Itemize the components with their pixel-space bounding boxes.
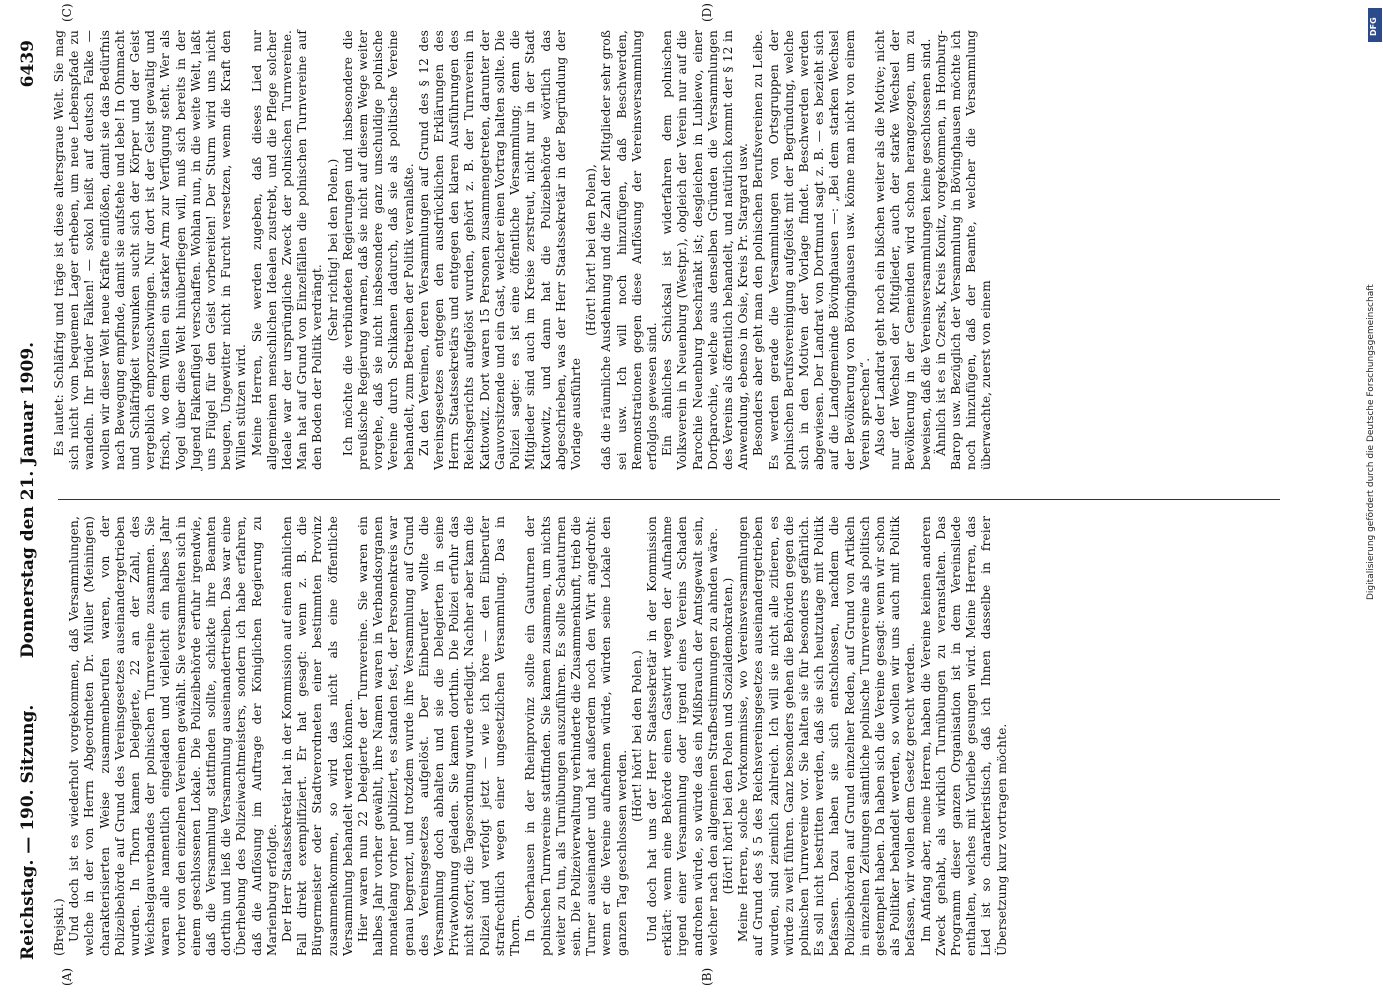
margin-marker-a: (A) — [60, 967, 74, 986]
paragraph: Meine Herren, solche Vorkommnisse, wo Vereinsversammlungen auf Grund des § 5 des Reichsvereinsgesetzes auseinandergetrieben wurden, sind ziemlich zahlreich. Ich will sie nicht alle zitieren, es würde zu weit führen. Ganz besonders gehen die Behörden gegen die polnischen Turnvereine vor. Sie halten sie für besonders gefährlich. Es soll nicht bestritten werden, daß sie sich heutzutage mit Politik befassen. Dazu haben sie sich entschlossen, nachdem die Polizeibehörden auf Grund einzelner Reden, auf Grund von Artikeln in einzelnen Zeitungen sämtliche polnische Turnvereine als politisch gestempelt haben. Da haben sich die Vereine gesagt: wenn wir schon als Politiker behandelt werden, so wollen wir uns auch mit Politik befassen, wir wollen dem Gesetz gerecht werden. — [736, 516, 918, 956]
speaker-label: (Brejski.) — [52, 898, 66, 956]
paragraph: Zu den Vereinen, deren Versammlungen auf Grund des § 12 des Vereinsgesetzes entgegen den ausdrücklichen Erklärungen des Herrn Staatssekretärs und entgegen den klaren Ausführungen des Reichsgerichts aufgelöst wurden, gehört z. B. der Turnverein in Kattowitz. Dort waren 15 Personen zusammengetreten, darunter der Gauvorsitzende und ein Gast, welcher einen Vortrag halten sollte. Die Polizei sagte: es ist eine öffentliche Versammlung; denn die Mitglieder sind auch im Kreise zerstreut, nicht nur in der Stadt Kattowitz, und dann hat die Polizeibehörde wörtlich das abgeschrieben, was der Herr Staatssekretär in der Begründung der Vorlage ausführte — [416, 30, 583, 470]
header-date: Donnerstag den 21. Januar 1909. — [18, 341, 38, 659]
paragraph: daß die räumliche Ausdehnung und die Zahl der Mitglieder sehr groß sei usw. Ich will noch hinzufügen, daß Beschwerden, Remonstrationen gegen diese Auflösung der Vereinsversammlung erfolglos gewesen sind. — [599, 30, 659, 470]
paragraph: Also der Landrat geht noch ein bißchen weiter als die Motive; nicht nur der Wechsel der Mitglieder, auch der starke Wechsel der Bevölkerung in der Gemeinden wird schon herangezogen, um zu beweisen, daß die Vereinsversammlungen keine geschlossenen sind. — [872, 30, 933, 470]
margin-marker-c: (C) — [60, 3, 74, 22]
funding-note: Digitalisierung gefördert durch die Deutsche Forschungsgemeinschaft — [1366, 284, 1376, 600]
right-column — [52, 30, 995, 470]
paragraph: Es lautet: Schläfrig und träge ist diese altersgraue Welt. Sie mag sich nicht vom bequemen Lager erheben, um neue Lebenspfade zu wandeln. Ihr Brüder Falken! — sokol heißt auf deutsch Falke — wollen wir dieser Welt neue Kräfte einflößen, damit sie das Bedürfnis nach Bewegung empfinde, damit sie aufstehe und lebe! In Ohnmacht und Schläfrigkeit versunken sucht sich der Körper und der Geist vergeblich emporzuschwingen. Nur dort ist der Geist gewaltig und frisch, wo dem Willen ein starker Arm zur Verfügung steht. Wer als Vogel über diese Welt hinüberfliegen will, muß sich bereits in der Jugend Falkenflügel verschaffen. Wohlan nun, in die weite Welt, laßt uns Flügel für den Geist vorbereiten! Der Sturm wird uns nicht beugen, Ungewitter nicht in Furcht versetzen, wenn die Kraft den Willen stützen wird. — [52, 30, 249, 470]
dfg-logo: DFG — [1368, 8, 1382, 42]
paragraph: Besonders aber geht man den polnischen Berufsvereinen zu Leibe. Es werden gerade die Versammlungen von Ortsgruppen der polnischen Berufsvereinigung aufgelöst mit der Begründung, welche sich in den Motiven der Vorlage findet. Beschwerden werden abgewiesen. Der Landrat von Dortmund sagt z. B. — es bezieht sich auf die Landgemeinde Bövinghausen —: „Bei dem starken Wechsel der Bevölkerung von Bövinghausen usw. könne man nicht von einem Verein sprechen“. — [751, 30, 872, 470]
margin-marker-b: (B) — [700, 967, 714, 986]
paragraph: Und doch hat uns der Herr Staatssekretär in der Kommission erklärt: wenn eine Behörde einen Gastwirt wegen der Aufnahme irgend einer Versammlung oder irgend eines Vereins Schaden androhen würde, so würde das ein Mißbrauch der Amtsgewalt sein, welcher nach den allgemeinen Strafbestimmungen zu ahnden wäre. — [644, 516, 720, 956]
interjection: (Hört! hört! bei den Polen und Sozialdemokraten.) — [720, 577, 735, 895]
margin-marker-d: (D) — [700, 3, 714, 22]
left-column — [52, 516, 1010, 956]
paragraph: Im Anfang aber, meine Herren, haben die Vereine keinen anderen Zweck gehabt, als wirklich Turnübungen zu veranstalten. Das Programm dieser ganzen Organisation ist in dem Vereinsliede enthalten, welches mit Vorliebe gesungen wird. Meine Herren, das Lied ist so charakteristisch, daß ich Ihnen dasselbe in freier Übersetzung kurz vortragen möchte. — [918, 516, 1009, 956]
paragraph: Und doch ist es wiederholt vorgekommen, daß Versammlungen, welche in der von Herrn Abgeordneten Dr. Müller (Meiningen) charakterisierten Weise zusammenberufen waren, von der Polizeibehörde auf Grund des Vereinsgesetzes auseinandergetrieben wurden. In Thorn kamen Delegierte, 22 an der Zahl, des Weichselgauverbandes der polnischen Turnvereine zusammen. Sie waren alle namentlich eingeladen und vielleicht ein halbes Jahr vorher von den einzelnen Vereinen gewählt. Sie versammelten sich in einem geschlossenen Lokale. Die Polizeibehörde erfuhr irgendwie, daß die Versammlung stattfinden sollte, schickte ihre Beamten dorthin und ließ die Versammlung auseinandertreiben. Das war eine Überhebung des Polizeiwachtmeisters, sondern ich habe erfahren, daß die Auflösung im Auftrage der Königlichen Regierung zu Marienburg erfolgte. — [67, 516, 279, 956]
paragraph: Der Herr Staatssekretär hat in der Kommission auf einen ähnlichen Fall direkt exemplifiziert. Er hat gesagt: wenn z. B. die Bürgermeister oder Stadtverordneten einer bestimmten Provinz zusammenkommen, so wird das nicht als eine öffentliche Versammlung behandelt werden können. — [280, 516, 355, 956]
interjection: (Hört! hört! bei den Polen), — [584, 164, 599, 336]
interjection: (Sehr richtig! bei den Polen.) — [325, 158, 340, 342]
paragraph: In Oberhausen in der Rheinprovinz sollte ein Gauturnen der polnischen Turnvereine stattfinden. Sie kamen zusammen, um nichts weiter zu tun, als Turnübungen auszuführen. Es sollte Schauturnen sein. Die Polizeiverwaltung verhinderte die Zusammenkunft, trieb die Turner auseinander und hat außerdem noch den Wirt angedroht: wenn er die Vereine aufnehmen würde, würden seine Lokale den ganzen Tag geschlossen werden. — [523, 516, 629, 956]
header-left: Reichstag. — 190. Sitzung. — [18, 704, 38, 960]
paragraph: Ein ähnliches Schicksal ist widerfahren dem polnischen Volksverein in Neuenburg (Westpr.), obgleich der Verein nur auf die Parochie Neuenburg beschränkt ist; desgleichen in Lubiewo, einer Dorfparochie, welche aus denselben Gründen die Versammlungen des Vereins als öffentlich behandelt, und natürlich kommt der § 12 in Anwendung, ebenso in Osie, Kreis Pr. Stargard usw. — [660, 30, 751, 470]
column-divider — [58, 499, 1280, 500]
paragraph: Ich möchte die verbündeten Regierungen und insbesondere die preußische Regierung warnen, daß sie nicht auf diesem Wege weiter vorgehe, daß sie nicht insbesondere ganz unschuldige polnische Vereine durch Schikanen dadurch, daß sie als politische Vereine behandelt, zum Betreiben der Politik veranlaßte. — [340, 30, 416, 470]
interjection: (Hört! hört! bei den Polen.) — [629, 650, 644, 822]
page-number: 6439 — [18, 40, 38, 88]
paragraph: Hier waren nun 22 Delegierte der Turnvereine. Sie waren ein halbes Jahr vorher gewählt, ihre Namen waren in Verbandsorganen monatelang vorher publiziert, es standen fest, der Personenkreis war genau begrenzt, und trotzdem wurde ihre Versammlung auf Grund des Vereinsgesetzes aufgelöst. Der Einberufer wollte die Versammlung doch abhalten und sie die Delegierten in seine Privatwohnung geladen. Sie kamen dorthin. Die Polizei erfuhr das nicht sofort; die Tagesordnung wurde erledigt. Nachher aber kam die Polizei und verfolgt jetzt — wie ich höre — den Einberufer strafrechtlich wegen einer ungesetzlichen Versammlung. Das in Thorn. — [356, 516, 523, 956]
paragraph: Meine Herren, Sie werden zugeben, daß dieses Lied nur allgemeinen menschlichen Idealen zustrebt, und die Pflege solcher Ideale war der ursprüngliche Zweck der polnischen Turnvereine. Man hat auf Grund von Einzelfällen die polnischen Turnvereine auf den Boden der Politik verdrängt. — [249, 30, 325, 470]
paragraph: Ähnlich ist es in Czersk, Kreis Konitz, vorgekommen, in Homburg-Barop usw. Bezüglich der Versammlung in Bövinghausen möchte ich noch hinzufügen, daß der Beamte, welcher die Versammlung überwachte, zuerst von einem — [933, 30, 994, 470]
page-header — [18, 40, 46, 960]
